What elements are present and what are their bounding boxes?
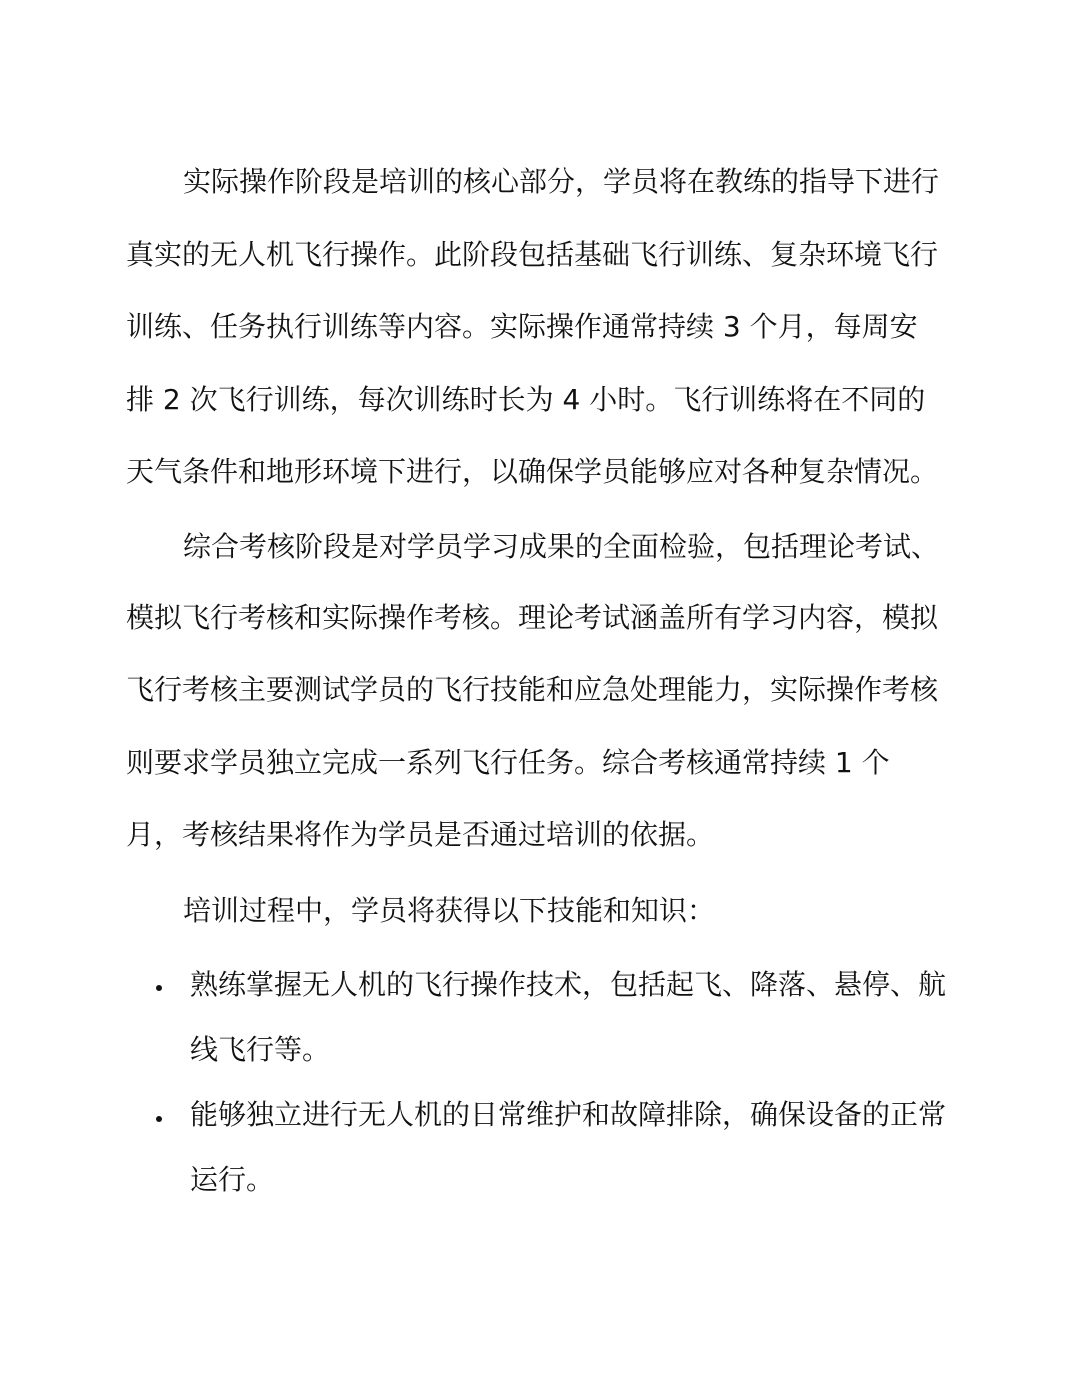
paragraph-1-line-1: 实际操作阶段是培训的核心部分，学员将在教练的指导下进行: [183, 165, 940, 198]
paragraph-1-line-2: 真实的无人机飞行操作。此阶段包括基础飞行训练、复杂环境飞行: [126, 238, 939, 271]
bullet-2-line-1: 能够独立进行无人机的日常维护和故障排除，确保设备的正常: [190, 1098, 947, 1131]
paragraph-1-line-4: 排 2 次飞行训练，每次训练时长为 4 小时。飞行训练将在不同的: [126, 383, 926, 416]
bullet-dot-icon: [156, 985, 162, 991]
paragraph-1-line-3: 训练、任务执行训练等内容。实际操作通常持续 3 个月，每周安: [126, 310, 918, 343]
bullet-1-line-1: 熟练掌握无人机的飞行操作技术，包括起飞、降落、悬停、航: [190, 968, 947, 1001]
bullet-dot-icon: [156, 1116, 162, 1122]
paragraph-2-line-2: 模拟飞行考核和实际操作考核。理论考试涵盖所有学习内容，模拟: [126, 601, 939, 634]
paragraph-2-line-3: 飞行考核主要测试学员的飞行技能和应急处理能力，实际操作考核: [126, 673, 939, 706]
paragraph-2-line-1: 综合考核阶段是对学员学习成果的全面检验，包括理论考试、: [183, 530, 940, 563]
paragraph-2-line-4: 则要求学员独立完成一系列飞行任务。综合考核通常持续 1 个: [126, 746, 890, 779]
bullet-2-line-2: 运行。: [190, 1163, 275, 1196]
paragraph-2-line-5: 月，考核结果将作为学员是否通过培训的依据。: [126, 818, 715, 851]
bullet-1-line-2: 线飞行等。: [190, 1033, 331, 1066]
paragraph-3-line-1: 培训过程中，学员将获得以下技能和知识：: [183, 894, 716, 927]
paragraph-1-line-5: 天气条件和地形环境下进行，以确保学员能够应对各种复杂情况。: [126, 455, 939, 488]
